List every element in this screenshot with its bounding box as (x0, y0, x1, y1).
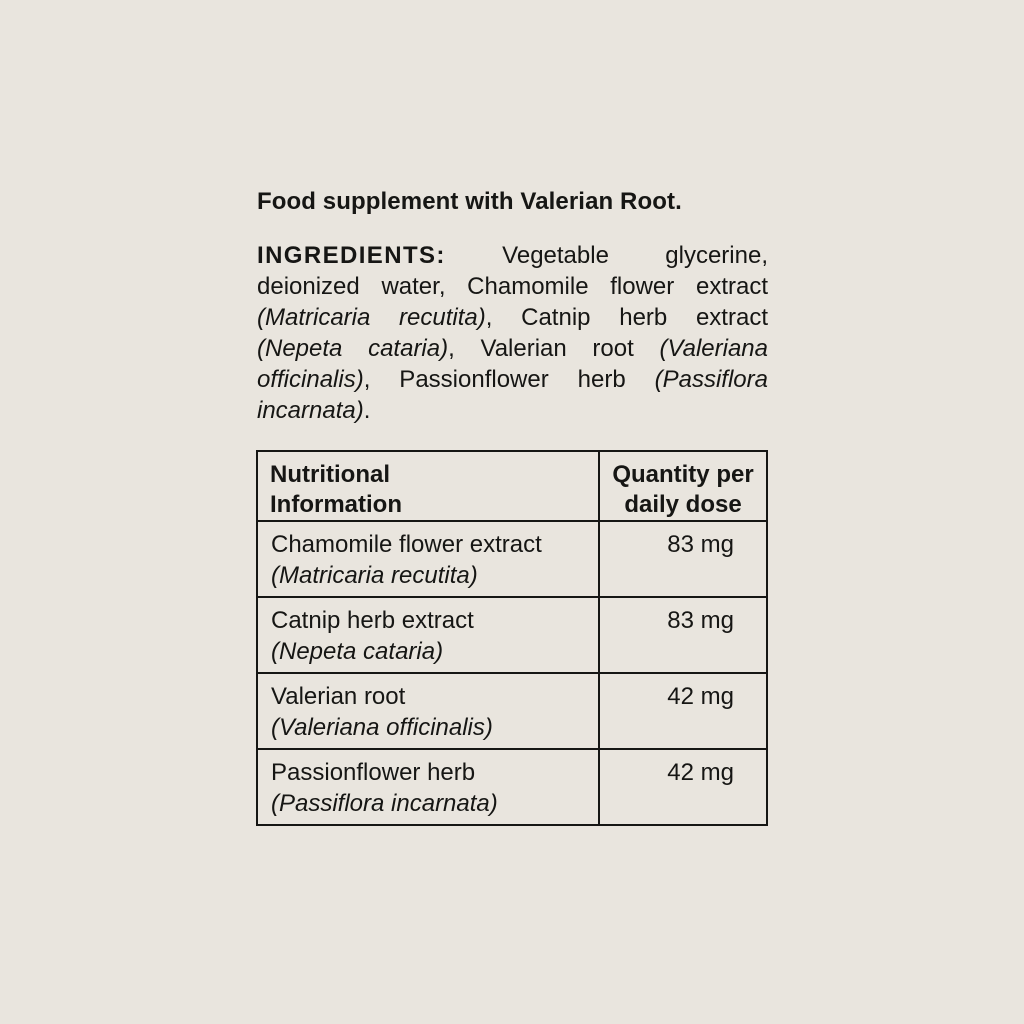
supplement-label (257, 184, 768, 426)
table-row (257, 521, 767, 597)
ingredient-name: Passionflower herb (271, 759, 476, 786)
ingredient-cell (257, 521, 599, 597)
ingredient-cell (257, 673, 599, 749)
table-row (257, 749, 767, 825)
ingredient-latin: (Nepeta cataria) (271, 638, 444, 665)
ingredient-text: , Passionflower herb (363, 366, 655, 393)
ingredient-cell (257, 597, 599, 673)
header-quantity-per-dose (599, 451, 767, 521)
nutrition-table (256, 450, 768, 826)
product-subtitle: Food supplement with Valerian Root. (257, 188, 682, 215)
quantity-cell: 83 mg (599, 597, 767, 673)
quantity-cell: 42 mg (599, 673, 767, 749)
quantity-cell: 83 mg (599, 521, 767, 597)
ingredient-name: Chamomile flower extract (271, 531, 542, 558)
ingredient-name: Valerian root (271, 683, 406, 710)
quantity-cell: 42 mg (599, 749, 767, 825)
header-qty-line: Quantity per (612, 461, 754, 488)
ingredient-text: , Valerian root (448, 335, 660, 362)
ingredient-cell (257, 749, 599, 825)
ingredients-heading: INGREDIENTS: (257, 242, 446, 269)
ingredient-name: Catnip herb extract (271, 607, 474, 634)
ingredient-latin: (Passiflora incarnata) (271, 790, 498, 817)
ingredient-text: . (363, 397, 371, 424)
ingredient-latin: (Matricaria recutita) (271, 562, 478, 589)
ingredient-latin: (Valeriana officinalis) (271, 714, 493, 741)
ingredient-text: , Catnip herb extract (485, 304, 768, 331)
header-name-line: Information (270, 491, 402, 518)
ingredient-latin-name: (Matricaria recutita) (257, 304, 486, 331)
header-name-line: Nutritional (270, 461, 390, 488)
ingredient-latin-name: (Passiflora incarnata) (257, 366, 768, 424)
header-qty-line: daily dose (624, 491, 742, 518)
ingredients-paragraph (257, 240, 768, 426)
header-nutritional-information (257, 451, 599, 521)
table-row (257, 597, 767, 673)
ingredient-latin-name: (Valeriana officinalis) (257, 335, 768, 393)
table-header-row (257, 451, 767, 521)
ingredient-text: Vegetable glycerine, deionized water, Chamomile flower extract (257, 242, 768, 300)
ingredient-latin-name: (Nepeta cataria) (257, 335, 449, 362)
table-row (257, 673, 767, 749)
